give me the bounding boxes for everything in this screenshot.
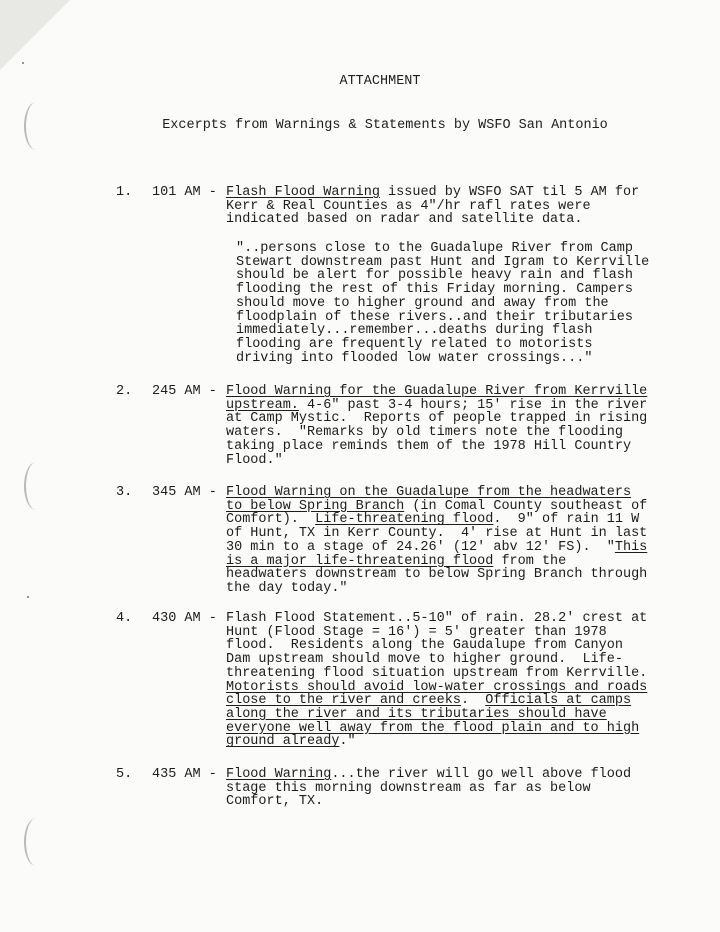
binder-hole-mark [24, 818, 48, 866]
line-text: ." [339, 734, 356, 750]
item-line [226, 782, 676, 796]
scan-speck [22, 62, 24, 64]
item-line [226, 681, 676, 695]
item-line [226, 653, 676, 667]
page-corner-shadow [0, 0, 70, 70]
item-line [226, 527, 676, 541]
item-line [226, 612, 676, 626]
item-line [226, 582, 676, 596]
item-line [226, 426, 676, 440]
item-body [226, 186, 676, 227]
line-text: stage this morning downstream as far as below [226, 780, 591, 796]
item-line [226, 667, 676, 681]
item-time: 101 AM - [152, 185, 217, 200]
page-title: ATTACHMENT [339, 74, 421, 89]
item-number: 3. [116, 485, 133, 500]
item-line [226, 486, 676, 500]
item-line [226, 568, 676, 582]
underlined-text: to below Spring Branch [226, 498, 405, 514]
line-text: . 9" of rain 11 W [493, 512, 640, 528]
item-time: 245 AM - [152, 384, 217, 399]
item-time: 345 AM - [152, 485, 217, 500]
item-line [226, 555, 676, 569]
binder-hole-mark [24, 462, 48, 510]
item-body [226, 612, 676, 749]
item-line [226, 440, 676, 454]
item-line [226, 708, 676, 722]
underlined-text: This [614, 539, 648, 555]
item-line [226, 795, 676, 809]
item-body [226, 768, 676, 809]
line-text: 30 min to a stage of 24.26' (12' abv 12' FS). " [226, 539, 615, 555]
line-text: waters. "Remarks by old timers note the flooding [226, 425, 623, 441]
item-number: 2. [116, 384, 133, 399]
item-line [226, 694, 676, 708]
item-number: 1. [116, 185, 133, 200]
underlined-text: close to the river and creeks [226, 693, 461, 709]
item-line [226, 626, 676, 640]
item-time: 435 AM - [152, 767, 217, 782]
line-text: at Camp Mystic. Reports of people trapped in rising [226, 411, 648, 427]
item-line [226, 399, 676, 413]
item-time: 430 AM - [152, 611, 217, 626]
underlined-text: everyone well away from the flood plain and to high [226, 720, 640, 736]
line-text: headwaters downstream to below Spring Branch through [226, 567, 648, 583]
item-line [226, 454, 676, 468]
line-text: indicated based on radar and satellite data. [226, 212, 583, 228]
underlined-text: is a major life-threatening flood [226, 553, 494, 569]
item-line [226, 186, 676, 200]
item-line [226, 722, 676, 736]
line-text: the day today." [226, 580, 348, 596]
line-text: Kerr & Real Counties as 4"/hr rafl rates were [226, 198, 591, 214]
line-text: (in Comal County southeast of [404, 498, 648, 514]
line-text: ...the river will go well above flood [331, 767, 632, 782]
item-line [226, 213, 676, 227]
item-line [226, 500, 676, 514]
item-line [226, 412, 676, 426]
line-text: Comfort, TX. [226, 794, 324, 810]
line-text: threatening flood situation upstream from Kerrville. [226, 665, 648, 681]
line-text: Dam upstream should move to higher ground. Life- [226, 652, 623, 668]
line-text: of Hunt, TX in Kerr County. 4' rise at Hunt in last [226, 526, 648, 542]
page-subtitle: Excerpts from Warnings & Statements by WSFO San Antonio [162, 118, 608, 133]
scan-speck [27, 596, 29, 598]
line-text: 4-6" past 3-4 hours; 15' rise in the river [298, 397, 648, 413]
line-text: issued by WSFO SAT til 5 AM for [379, 185, 640, 200]
underlined-text: Flash Flood Warning [226, 185, 380, 200]
underlined-text: Motorists should avoid low-water crossings and roads [226, 679, 648, 695]
item-line [226, 639, 676, 653]
item-body [226, 385, 676, 467]
line-text: . [460, 693, 486, 709]
item-line [226, 385, 676, 399]
underlined-text: Flood Warning on the Guadalupe from the headwaters [226, 485, 632, 500]
item-line [226, 513, 676, 527]
underlined-text: Life-threatening flood [315, 512, 494, 528]
line-text: Comfort). [226, 512, 316, 528]
line-text: flood. Residents along the Gaudalupe from Canyon [226, 638, 623, 654]
underlined-text: ground already [226, 734, 340, 750]
line-text: from the [493, 553, 567, 569]
line-text: taking place reminds them of the 1978 Hill Country [226, 438, 632, 454]
line-text: Flash Flood Statement..5-10" of rain. 28.2' crest at [226, 611, 648, 626]
item-line [226, 735, 676, 749]
line-text: Hunt (Flood Stage = 16') = 5' greater than 1978 [226, 624, 607, 640]
item-number: 5. [116, 767, 133, 782]
item-line [226, 541, 676, 555]
item-line [226, 768, 676, 782]
underlined-text: along the river and its tributaries should have [226, 706, 607, 722]
underlined-text: upstream. [226, 397, 299, 413]
item-body [226, 486, 676, 596]
underlined-text: Officials at camps [485, 693, 632, 709]
item-quote: "..persons close to the Guadalupe River from Camp Stewart downstream past Hunt and Igram to Kerrville should be alert for possible heavy rain and flash flooding the rest of this Friday morning. Campers should move to higher ground and away from the floodplain of these rivers..and their tributaries immediately...remember...deaths during flash flooding are frequently related to motorists driving into flooded low water crossings..." [236, 241, 650, 366]
underlined-text: Flood Warning for the Guadalupe River from Kerrville [226, 384, 648, 399]
item-number: 4. [116, 611, 133, 626]
underlined-text: Flood Warning [226, 767, 332, 782]
line-text: Flood." [226, 452, 283, 468]
item-line [226, 200, 676, 214]
